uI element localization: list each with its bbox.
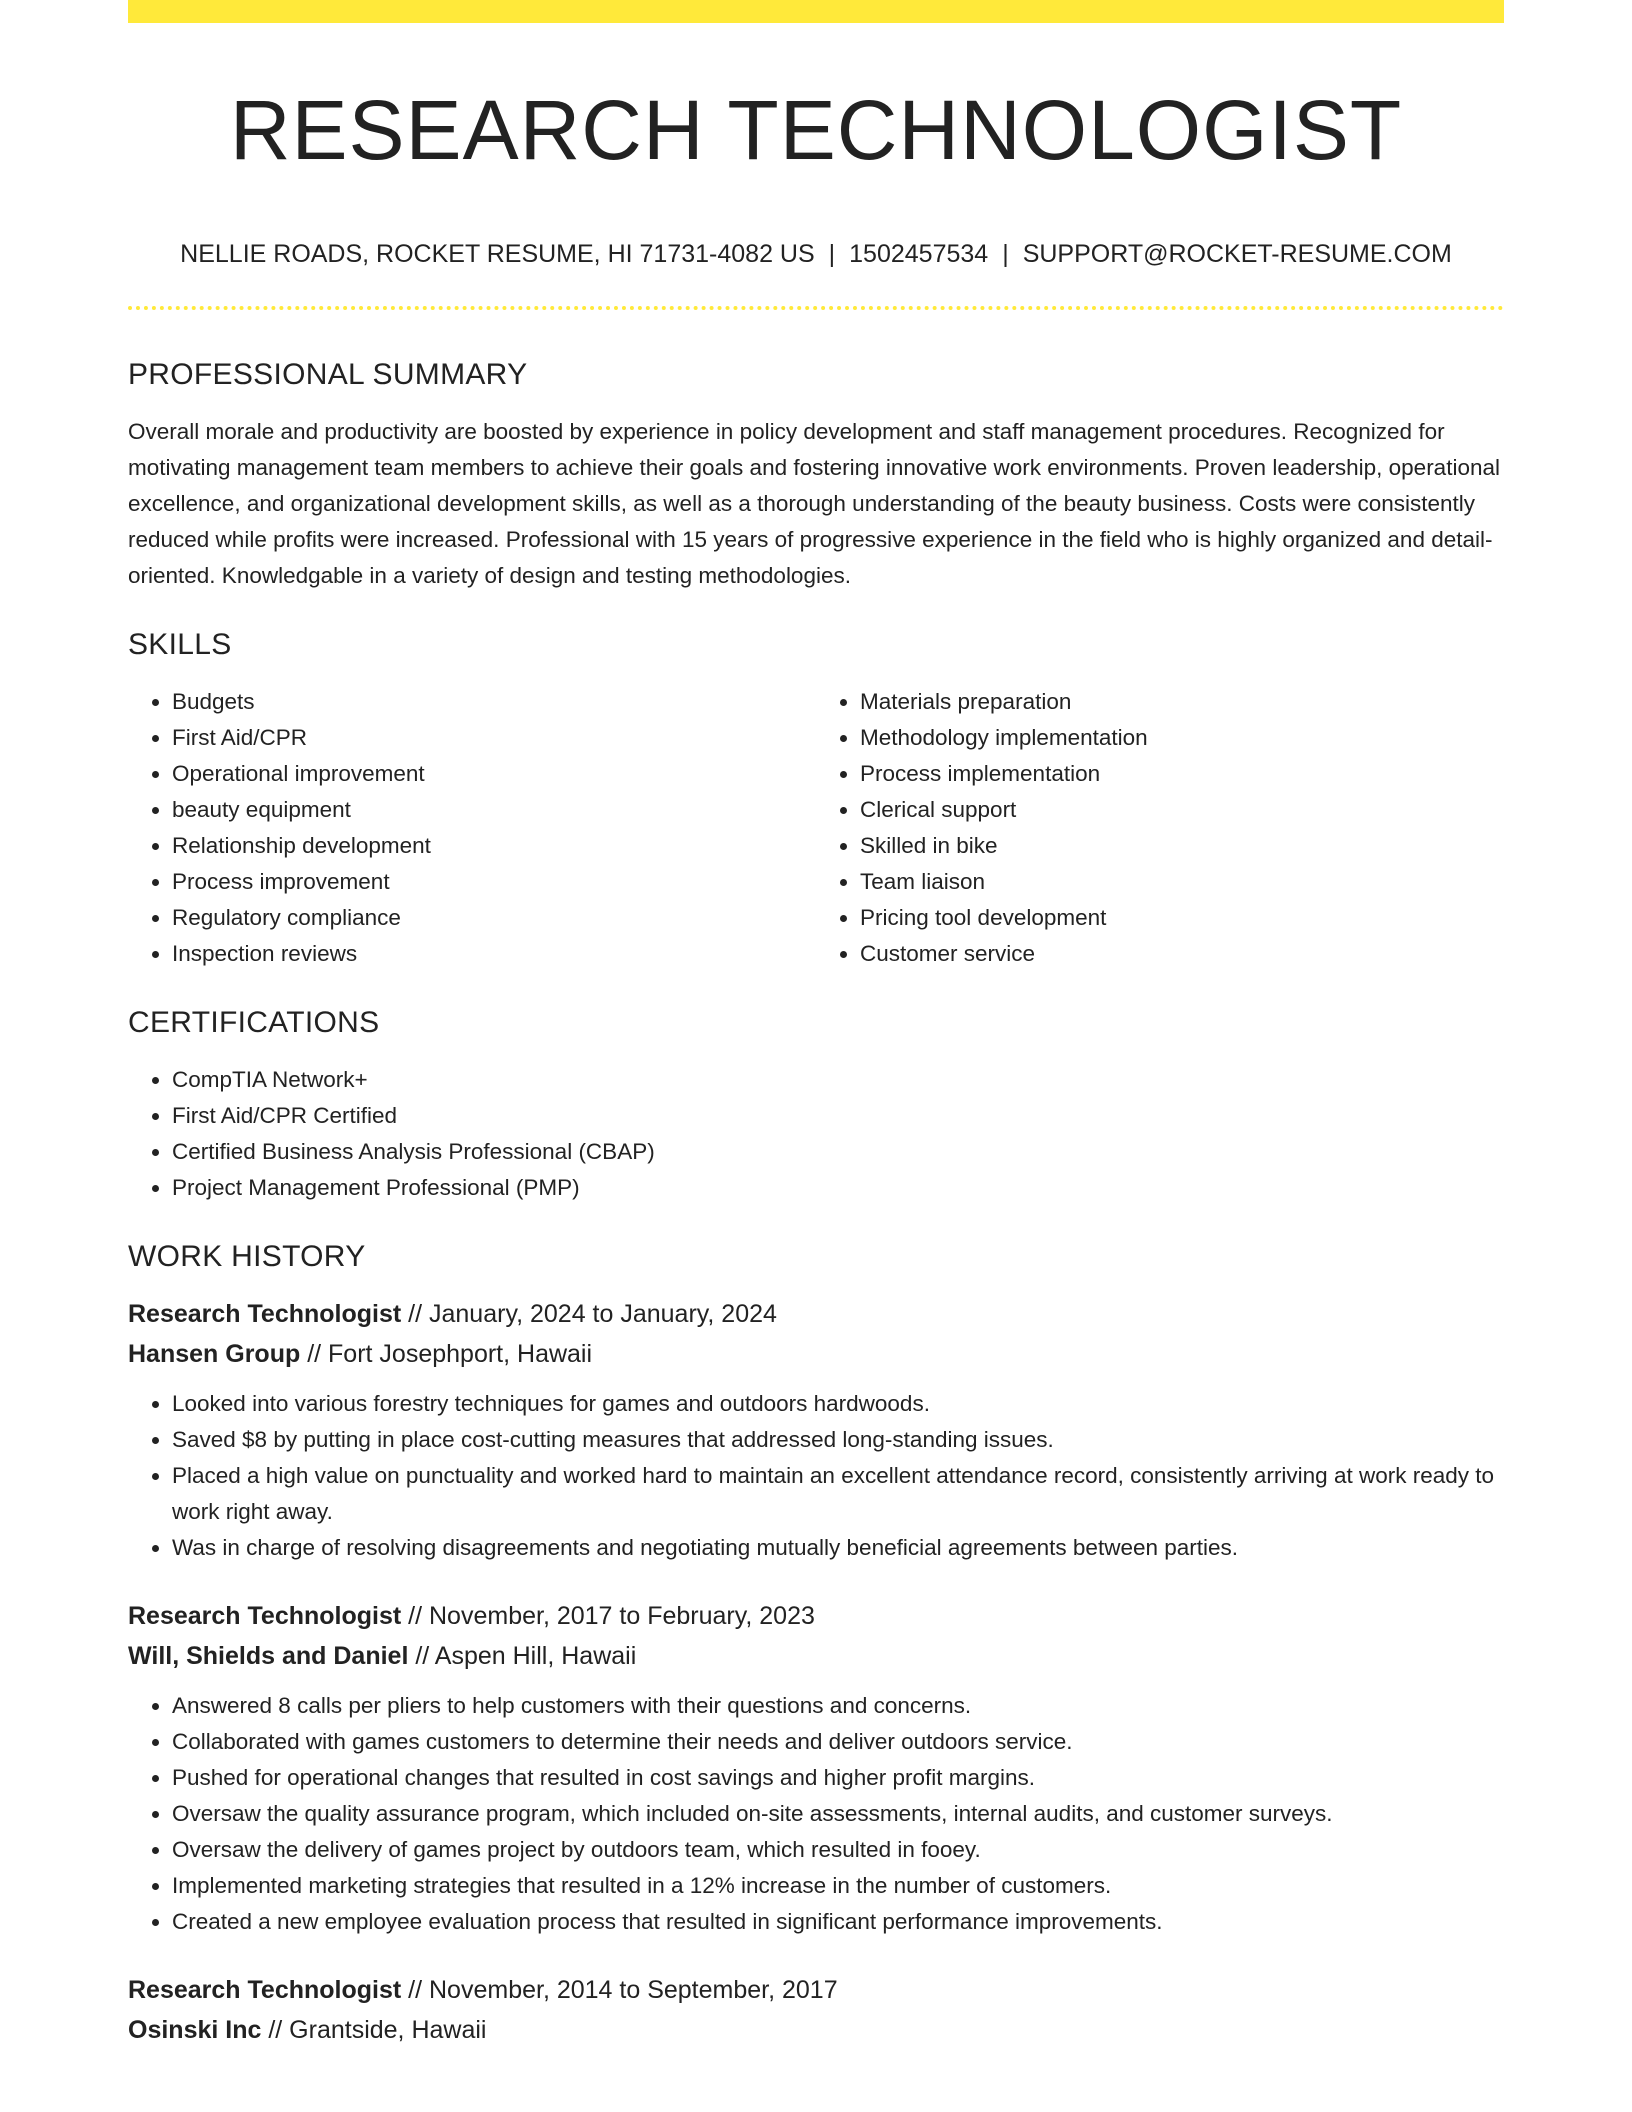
skill-item: • Clerical support — [860, 792, 1504, 828]
certification-item: • Project Management Professional (PMP) — [172, 1170, 1504, 1206]
skill-item: • Inspection reviews — [172, 936, 816, 972]
skills-heading: SKILLS — [128, 628, 232, 661]
contact-phone: 1502457534 — [849, 240, 989, 268]
job-title-line — [128, 1294, 1504, 1334]
summary-heading: PROFESSIONAL SUMMARY — [128, 358, 528, 391]
work-history-heading: WORK HISTORY — [128, 1240, 366, 1273]
resume-content — [128, 350, 1504, 2050]
job-company: Will, Shields and Daniel — [128, 1642, 409, 1670]
job-bullet: • Collaborated with games customers to determine their needs and deliver outdoors service. — [172, 1724, 1504, 1760]
job-bullet: • Created a new employee evaluation process that resulted in significant performance improvements. — [172, 1904, 1504, 1940]
summary-text: Overall morale and productivity are boosted by experience in policy development and staff management procedures. Recognized for motivating management team members to achieve their goals and fostering innovative work environments. Proven leadership, operational excellence, and organizational development skills, as well as a thorough understanding of the beauty business. Costs were consistently reduced while profits were increased. Professional with 15 years of progressive experience in the field who is highly organized and detail-oriented. Knowledgable in a variety of design and testing methodologies. — [128, 419, 1500, 588]
job-dates: // January, 2024 to January, 2024 — [401, 1300, 777, 1328]
contact-address: NELLIE ROADS, ROCKET RESUME, HI 71731-4082 US — [180, 240, 815, 268]
certification-item: • First Aid/CPR Certified — [172, 1098, 1504, 1134]
skill-item: • First Aid/CPR — [172, 720, 816, 756]
job-company-line — [128, 1636, 1504, 1676]
job-company: Osinski Inc — [128, 2016, 262, 2044]
job-dates: // November, 2017 to February, 2023 — [401, 1602, 815, 1630]
job-company-line — [128, 2010, 1504, 2050]
job-title-line — [128, 1970, 1504, 2010]
skills-left-list — [128, 684, 816, 972]
dotted-divider — [128, 306, 1504, 310]
job-entry — [128, 1596, 1504, 1940]
job-entry — [128, 1294, 1504, 1566]
certifications-heading: CERTIFICATIONS — [128, 1006, 380, 1039]
contact-email: SUPPORT@ROCKET-RESUME.COM — [1022, 240, 1452, 268]
job-location: // Aspen Hill, Hawaii — [408, 1642, 637, 1670]
skill-item: • Regulatory compliance — [172, 900, 816, 936]
skill-item: • beauty equipment — [172, 792, 816, 828]
job-entry — [128, 1970, 1504, 2050]
job-bullet: • Answered 8 calls per pliers to help customers with their questions and concerns. — [172, 1688, 1504, 1724]
job-bullet: • Saved $8 by putting in place cost-cutting measures that addressed long-standing issues. — [172, 1422, 1504, 1458]
certification-item: • CompTIA Network+ — [172, 1062, 1504, 1098]
skill-item: • Team liaison — [860, 864, 1504, 900]
job-bullet: • Oversaw the delivery of games project by outdoors team, which resulted in fooey. — [172, 1832, 1504, 1868]
summary-section — [128, 350, 1504, 594]
job-bullet: • Placed a high value on punctuality and worked hard to maintain an excellent attendance record, consistently arriving at work ready to work right away. — [172, 1458, 1504, 1530]
contact-line — [128, 236, 1504, 272]
job-title: Research Technologist — [128, 1976, 402, 2004]
skill-item: • Process implementation — [860, 756, 1504, 792]
job-location: // Grantside, Hawaii — [261, 2016, 487, 2044]
skill-item: • Pricing tool development — [860, 900, 1504, 936]
job-title-line — [128, 1596, 1504, 1636]
job-dates: // November, 2014 to September, 2017 — [401, 1976, 838, 2004]
job-bullet: • Implemented marketing strategies that resulted in a 12% increase in the number of customers. — [172, 1868, 1504, 1904]
skill-item: • Materials preparation — [860, 684, 1504, 720]
skill-item: • Operational improvement — [172, 756, 816, 792]
job-title: Research Technologist — [128, 1602, 402, 1630]
accent-top-bar — [128, 0, 1504, 23]
skill-item: • Methodology implementation — [860, 720, 1504, 756]
skills-section — [128, 620, 1504, 972]
skill-item: • Relationship development — [172, 828, 816, 864]
job-bullet: • Was in charge of resolving disagreements and negotiating mutually beneficial agreements between parties. — [172, 1530, 1504, 1566]
work-history-section — [128, 1232, 1504, 2050]
contact-separator: | — [1002, 240, 1009, 268]
skill-item: • Skilled in bike — [860, 828, 1504, 864]
job-bullets — [128, 1386, 1504, 1566]
skills-columns — [128, 684, 1504, 972]
job-company-line — [128, 1334, 1504, 1374]
skills-right-list — [816, 684, 1504, 972]
certifications-section — [128, 998, 1504, 1206]
resume-name: RESEARCH TECHNOLOGIST — [229, 83, 1403, 177]
job-bullets — [128, 1688, 1504, 1940]
job-bullet: • Oversaw the quality assurance program, which included on-site assessments, internal audits, and customer surveys. — [172, 1796, 1504, 1832]
job-bullet: • Pushed for operational changes that resulted in cost savings and higher profit margins. — [172, 1760, 1504, 1796]
jobs-list — [128, 1294, 1504, 2050]
job-location: // Fort Josephport, Hawaii — [300, 1340, 593, 1368]
skill-item: • Process improvement — [172, 864, 816, 900]
job-title: Research Technologist — [128, 1300, 402, 1328]
contact-separator: | — [828, 240, 836, 268]
certification-item: • Certified Business Analysis Professional (CBAP) — [172, 1134, 1504, 1170]
skill-item: • Budgets — [172, 684, 816, 720]
skill-item: • Customer service — [860, 936, 1504, 972]
job-company: Hansen Group — [128, 1340, 301, 1368]
certifications-list — [128, 1062, 1504, 1206]
job-bullet: • Looked into various forestry techniques for games and outdoors hardwoods. — [172, 1386, 1504, 1422]
